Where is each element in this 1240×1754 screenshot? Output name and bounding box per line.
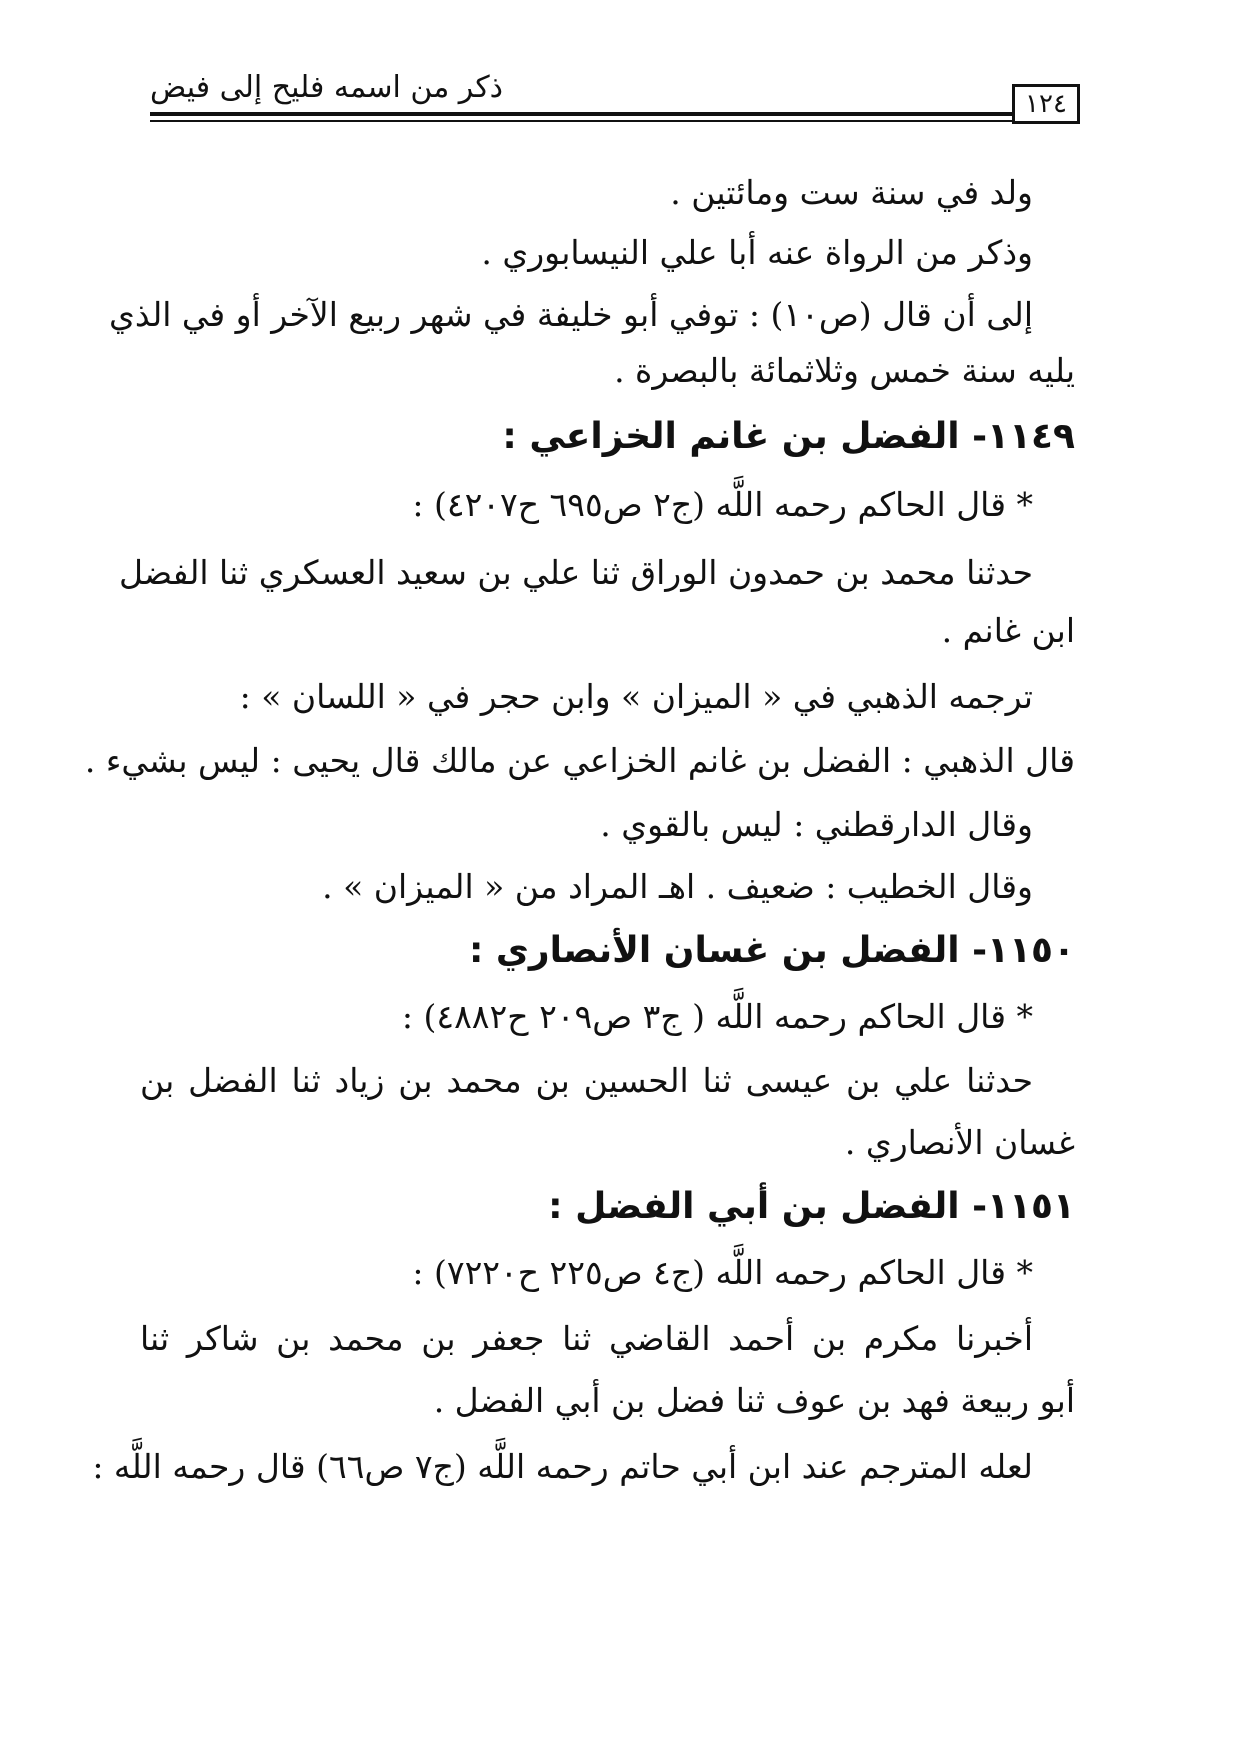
header-title: ذكر من اسمه فليح إلى فيض	[150, 70, 503, 105]
source-citation: * قال الحاكم رحمه اللَّه (ج٤ ص٢٢٥ ح٧٢٢٠) :	[412, 1253, 1033, 1292]
text-line: إلى أن قال (ص١٠) : توفي أبو خليفة في شهر ربيع الآخر أو في الذي	[109, 295, 1033, 334]
text-line: حدثنا محمد بن حمدون الوراق ثنا علي بن سعيد العسكري ثنا الفضل	[119, 553, 1033, 592]
text-line: ابن غانم .	[941, 611, 1075, 650]
header-rule-thick	[150, 112, 1012, 116]
text-line: قال الذهبي : الفضل بن غانم الخزاعي عن مالك قال يحيى : ليس بشيء .	[84, 741, 1075, 780]
entry-heading-1150: ١١٥٠- الفضل بن غسان الأنصاري :	[468, 930, 1075, 971]
source-citation: * قال الحاكم رحمه اللَّه (ج٢ ص٦٩٥ ح٤٢٠٧) :	[412, 485, 1033, 524]
text-line: وقال الخطيب : ضعيف . اهـ المراد من « الميزان » .	[322, 867, 1033, 906]
text-line: وذكر من الرواة عنه أبا علي النيسابوري .	[481, 233, 1033, 272]
text-line: يليه سنة خمس وثلاثمائة بالبصرة .	[614, 351, 1075, 390]
page-number: ١٢٤	[1012, 84, 1080, 124]
text-line: أخبرنا مكرم بن أحمد القاضي ثنا جعفر بن محمد بن شاكر ثنا	[140, 1319, 1033, 1358]
text-line: ترجمه الذهبي في « الميزان » وابن حجر في « اللسان » :	[239, 677, 1033, 716]
entry-heading-1151: ١١٥١- الفضل بن أبي الفضل :	[548, 1186, 1075, 1227]
text-line: أبو ربيعة فهد بن عوف ثنا فضل بن أبي الفضل .	[433, 1381, 1075, 1420]
source-citation: * قال الحاكم رحمه اللَّه ( ج٣ ص٢٠٩ ح٤٨٨٢) :	[401, 997, 1033, 1036]
text-line: حدثنا علي بن عيسى ثنا الحسين بن محمد بن زياد ثنا الفضل بن	[140, 1061, 1033, 1100]
header-rule-thin	[150, 120, 1012, 122]
text-line: غسان الأنصاري .	[844, 1123, 1075, 1162]
text-line: لعله المترجم عند ابن أبي حاتم رحمه اللَّه (ج٧ ص٦٦) قال رحمه اللَّه :	[92, 1447, 1033, 1486]
entry-heading-1149: ١١٤٩- الفضل بن غانم الخزاعي :	[502, 416, 1075, 457]
running-header	[150, 62, 1080, 132]
text-line: ولد في سنة ست ومائتين .	[670, 173, 1033, 212]
text-line: وقال الدارقطني : ليس بالقوي .	[600, 805, 1033, 844]
